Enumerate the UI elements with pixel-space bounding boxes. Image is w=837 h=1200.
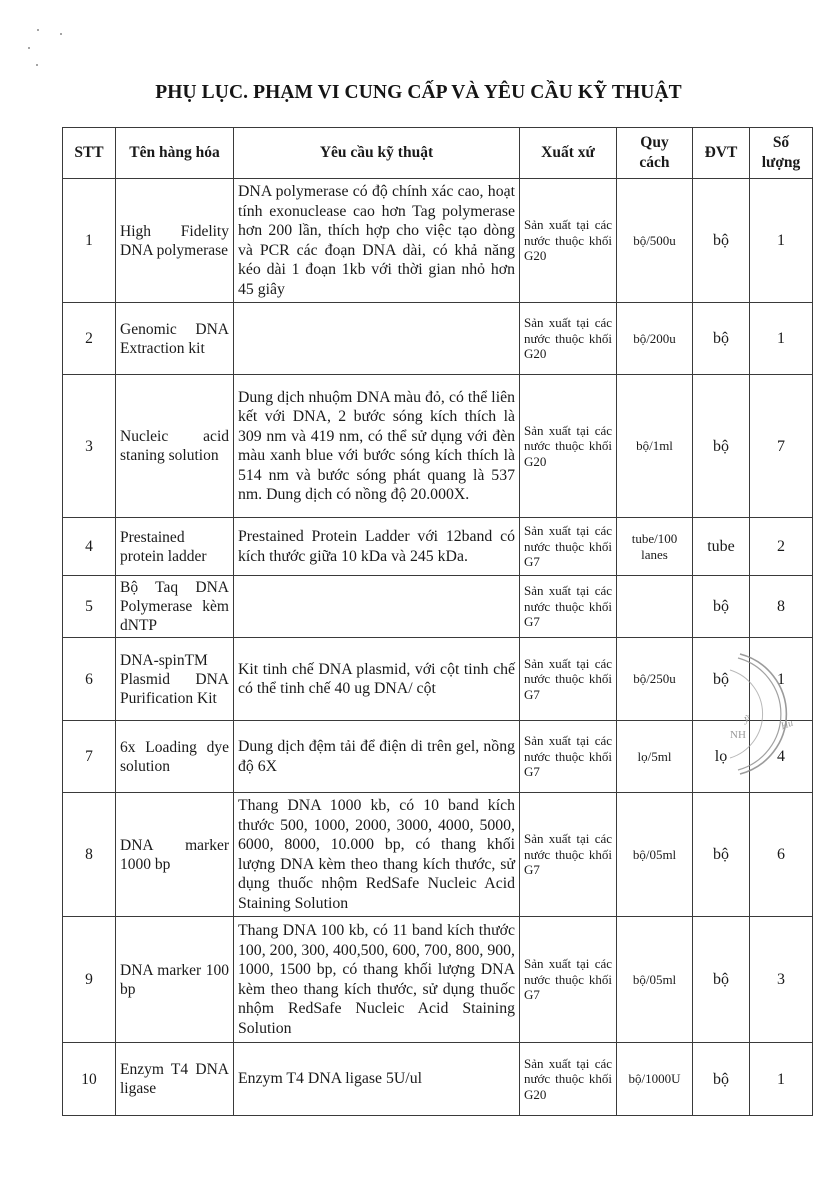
cell-quantity: 6 bbox=[750, 793, 813, 917]
cell-unit: tube bbox=[693, 518, 750, 576]
header-name: Tên hàng hóa bbox=[116, 128, 234, 179]
cell-origin: Sản xuất tại các nước thuộc khối G7 bbox=[520, 917, 617, 1043]
table-row bbox=[63, 793, 813, 917]
table-row bbox=[63, 638, 813, 721]
cell-requirement: Thang DNA 100 kb, có 11 band kích thước 100, 200, 300, 400,500, 600, 700, 800, 900, 1000, 1500 bp, có thang khối lượng DNA kèm theo thang kích thước, sử dụng thuốc nhộm RedSafe Nucleic Acid Staining Solution bbox=[234, 917, 520, 1043]
cell-unit: bộ bbox=[693, 303, 750, 375]
cell-packing: lọ/5ml bbox=[617, 721, 693, 793]
cell-packing: bộ/200u bbox=[617, 303, 693, 375]
cell-unit: bộ bbox=[693, 179, 750, 303]
cell-name: DNA marker 1000 bp bbox=[116, 793, 234, 917]
cell-packing: bộ/05ml bbox=[617, 793, 693, 917]
cell-quantity: 4 bbox=[750, 721, 813, 793]
cell-requirement bbox=[234, 576, 520, 638]
table-row bbox=[63, 917, 813, 1043]
cell-packing: bộ/1ml bbox=[617, 375, 693, 518]
cell-quantity: 2 bbox=[750, 518, 813, 576]
cell-quantity: 3 bbox=[750, 917, 813, 1043]
cell-quantity: 1 bbox=[750, 179, 813, 303]
cell-origin: Sản xuất tại các nước thuộc khối G7 bbox=[520, 638, 617, 721]
table-row bbox=[63, 1043, 813, 1116]
cell-unit: bộ bbox=[693, 576, 750, 638]
cell-packing bbox=[617, 518, 693, 576]
cell-origin: Sản xuất tại các nước thuộc khối G7 bbox=[520, 518, 617, 576]
cell-requirement: Prestained Protein Ladder với 12band có kích thước giữa 10 kDa và 245 kDa. bbox=[234, 518, 520, 576]
cell-origin: Sản xuất tại các nước thuộc khối G20 bbox=[520, 303, 617, 375]
cell-quantity: 1 bbox=[750, 303, 813, 375]
cell-requirement: Dung dịch nhuộm DNA màu đỏ, có thể liên kết với DNA, 2 bước sóng kích thích là 309 nm và 419 nm, có thể sử dụng với đèn màu xanh blue với bước sóng kích thích là 514 nm và bước sóng phát quang là 537 nm. Dung dịch có nồng độ 20.000X. bbox=[234, 375, 520, 518]
stamp-text-3: Hu bbox=[779, 717, 795, 733]
cell-origin: Sản xuất tại các nước thuộc khối G20 bbox=[520, 1043, 617, 1116]
cell-name: DNA-spinTM Plasmid DNA Purification Kit bbox=[116, 638, 234, 721]
cell-origin: Sản xuất tại các nước thuộc khối G7 bbox=[520, 793, 617, 917]
cell-quantity: 8 bbox=[750, 576, 813, 638]
cell-unit: bộ bbox=[693, 793, 750, 917]
cell-packing: bộ/05ml bbox=[617, 917, 693, 1043]
cell-quantity: 1 bbox=[750, 1043, 813, 1116]
cell-requirement: DNA polymerase có độ chính xác cao, hoạt tính exonuclease cao hơn Tag polymerase hơn 200 lần, thích hợp cho việc tạo dòng và PCR các đoạn DNA dài, có khả năng kéo dài 1 đoạn 1kb với thời gian nhỏ hơn 45 giây bbox=[234, 179, 520, 303]
cell-requirement: Kit tinh chế DNA plasmid, với cột tinh chế có thể tinh chế 40 ug DNA/ cột bbox=[234, 638, 520, 721]
table-row bbox=[63, 576, 813, 638]
cell-unit: bộ bbox=[693, 638, 750, 721]
header-unit: ĐVT bbox=[693, 128, 750, 179]
cell-origin: Sản xuất tại các nước thuộc khối G7 bbox=[520, 721, 617, 793]
header-stt: STT bbox=[63, 128, 116, 179]
cell-stt: 10 bbox=[63, 1043, 116, 1116]
cell-stt: 4 bbox=[63, 518, 116, 576]
cell-unit: bộ bbox=[693, 1043, 750, 1116]
cell-stt: 7 bbox=[63, 721, 116, 793]
cell-name: Nucleic acid staning solution bbox=[116, 375, 234, 518]
header-requirement: Yêu cầu kỹ thuật bbox=[234, 128, 520, 179]
cell-stt: 8 bbox=[63, 793, 116, 917]
cell-origin: Sản xuất tại các nước thuộc khối G7 bbox=[520, 576, 617, 638]
cell-packing-label: tube/100 lanes bbox=[631, 530, 678, 562]
table-row bbox=[63, 179, 813, 303]
specification-table bbox=[62, 127, 813, 1116]
header-packing-label: Quy cách bbox=[639, 134, 670, 171]
cell-name: 6x Loading dye solution bbox=[116, 721, 234, 793]
cell-stt: 2 bbox=[63, 303, 116, 375]
cell-requirement bbox=[234, 303, 520, 375]
cell-requirement: Thang DNA 1000 kb, có 10 band kích thước 500, 1000, 2000, 3000, 4000, 5000, 6000, 8000, 10.000 bp, có thang khối lượng DNA kèm theo thang kích thước, sử dụng thuốc nhộm RedSafe Nucleic Acid Staining Solution bbox=[234, 793, 520, 917]
header-origin: Xuất xứ bbox=[520, 128, 617, 179]
cell-requirement: Enzym T4 DNA ligase 5U/ul bbox=[234, 1043, 520, 1116]
table-header-row bbox=[63, 128, 813, 179]
cell-unit: bộ bbox=[693, 375, 750, 518]
cell-packing bbox=[617, 576, 693, 638]
cell-stt: 6 bbox=[63, 638, 116, 721]
cell-name: Genomic DNA Extraction kit bbox=[116, 303, 234, 375]
cell-stt: 3 bbox=[63, 375, 116, 518]
cell-name: Bộ Taq DNA Polymerase kèm dNTP bbox=[116, 576, 234, 638]
cell-packing: bộ/500u bbox=[617, 179, 693, 303]
cell-quantity: 7 bbox=[750, 375, 813, 518]
stamp-text-2: NH bbox=[730, 729, 746, 741]
table-row bbox=[63, 375, 813, 518]
header-quantity-label: Số lượng bbox=[761, 134, 801, 171]
cell-name: Prestained protein ladder bbox=[116, 518, 234, 576]
cell-stt: 9 bbox=[63, 917, 116, 1043]
table-row bbox=[63, 721, 813, 793]
cell-quantity: 1 bbox=[750, 638, 813, 721]
cell-packing: bộ/1000U bbox=[617, 1043, 693, 1116]
cell-origin: Sản xuất tại các nước thuộc khối G20 bbox=[520, 375, 617, 518]
cell-name: High Fidelity DNA polymerase bbox=[116, 179, 234, 303]
cell-packing: bộ/250u bbox=[617, 638, 693, 721]
table-row bbox=[63, 303, 813, 375]
header-packing bbox=[617, 128, 693, 179]
cell-origin: Sản xuất tại các nước thuộc khối G20 bbox=[520, 179, 617, 303]
cell-unit: lọ bbox=[693, 721, 750, 793]
cell-requirement: Dung dịch đệm tải để điện di trên gel, nồng độ 6X bbox=[234, 721, 520, 793]
cell-name: DNA marker 100 bp bbox=[116, 917, 234, 1043]
cell-stt: 1 bbox=[63, 179, 116, 303]
cell-name: Enzym T4 DNA ligase bbox=[116, 1043, 234, 1116]
cell-stt: 5 bbox=[63, 576, 116, 638]
header-quantity bbox=[750, 128, 813, 179]
page-title: PHỤ LỤC. PHẠM VI CUNG CẤP VÀ YÊU CẦU KỸ THUẬT bbox=[155, 82, 682, 103]
stamp-text-1: ỹ bbox=[744, 713, 750, 725]
cell-unit: bộ bbox=[693, 917, 750, 1043]
table-row bbox=[63, 518, 813, 576]
